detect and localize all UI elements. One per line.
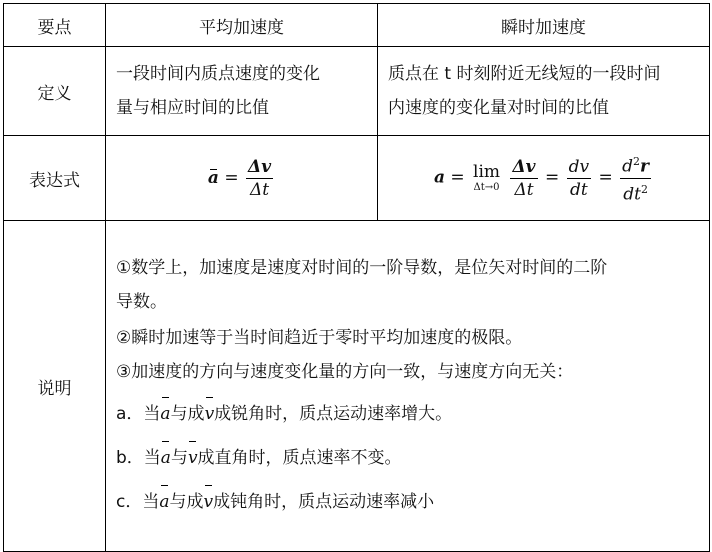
formula-limit-word: lim [473,162,501,182]
definition-instantaneous-line1: 质点在 t 时刻附近无线短的一段时间 [388,64,661,84]
formula-inst-fraction3 [620,151,651,205]
case-c-mid: 与成 [169,492,204,512]
header-key-points: 要点 [4,4,106,47]
f3-num-r: r [640,156,650,177]
case-c-suffix: 成钝角时，质点运动速率减小 [213,492,435,512]
case-c-var-a: a [159,483,169,521]
formula-limit [473,162,500,194]
case-a-var-a: a [160,395,170,433]
notes-label: 说明 [4,221,106,552]
f3-den-dt: dt [623,184,641,205]
formula-inst-lhs: a [433,167,445,188]
notes-row [4,221,710,552]
formula-avg-denominator: Δt [249,179,270,200]
notes-content [106,221,710,552]
case-b-var-a: a [161,439,171,477]
case-c-prefix: c．当 [116,492,160,512]
formula-inst-f1-denominator: Δt [514,179,534,200]
note-item1-line1: ①数学上，加速度是速度对时间的一阶导数，是位矢对时间的二阶 [116,258,608,278]
f3-num-sup: 2 [633,154,641,168]
formula-limit-subscript: Δt→0 [473,182,500,193]
formula-inst-fraction2 [567,156,592,201]
case-c-var-v: v [204,483,214,521]
formula-inst-f3-denominator [621,179,650,206]
formula-inst-f3-numerator [620,151,651,179]
note-item3: ③加速度的方向与速度变化量的方向一致，与速度方向无关： [116,362,574,382]
header-row [4,4,710,47]
header-instantaneous-acceleration: 瞬时加速度 [378,4,710,47]
f3-den-sup: 2 [640,182,648,196]
case-a-prefix: a．当 [116,404,161,424]
note-item2: ②瞬时加速等于当时间趋近于零时平均加速度的极限。 [116,328,523,348]
definition-average-line1: 一段时间内质点速度的变化 [116,64,320,84]
expression-label: 表达式 [4,136,106,221]
formula-avg-fraction [246,156,273,201]
case-a-suffix: 成锐角时，质点运动速率增大。 [214,404,453,424]
formula-avg-numerator: Δv [248,156,272,177]
formula-inst-eq2: = [544,167,560,188]
note-item1-line2: 导数。 [116,292,167,312]
formula-inst-eq3: = [598,167,613,188]
formula-inst-f2-denominator: dt [569,179,588,200]
average-acceleration-formula [106,136,378,221]
case-b-suffix: 成直角时，质点速率不变。 [197,448,402,468]
instantaneous-acceleration-formula [378,136,710,221]
definition-average [106,47,378,136]
formula-inst-fraction1 [510,156,537,201]
formula-inst-f2-numerator: dv [568,156,590,177]
acceleration-table [3,3,710,552]
f3-num-d: d [622,156,634,177]
case-a-var-v: v [205,395,215,433]
note-case-b [116,439,701,477]
definition-label: 定义 [4,47,106,136]
formula-avg-lhs: a [207,167,219,188]
expression-row [4,136,710,221]
definition-average-line2: 量与相应时间的比值 [116,98,269,118]
case-b-mid: 与 [170,448,188,468]
formula-inst-f1-numerator: Δv [512,156,536,177]
header-average-acceleration: 平均加速度 [106,4,378,47]
formula-avg-eq: = [224,167,239,188]
definition-row [4,47,710,136]
case-b-var-v: v [188,439,198,477]
case-b-prefix: b．当 [116,448,161,468]
case-a-mid: 与成 [170,404,205,424]
formula-inst-eq1: = [450,167,465,188]
definition-instantaneous [378,47,710,136]
note-case-c [116,483,701,521]
note-case-a [116,395,701,433]
definition-instantaneous-line2: 内速度的变化量对时间的比值 [388,98,609,118]
